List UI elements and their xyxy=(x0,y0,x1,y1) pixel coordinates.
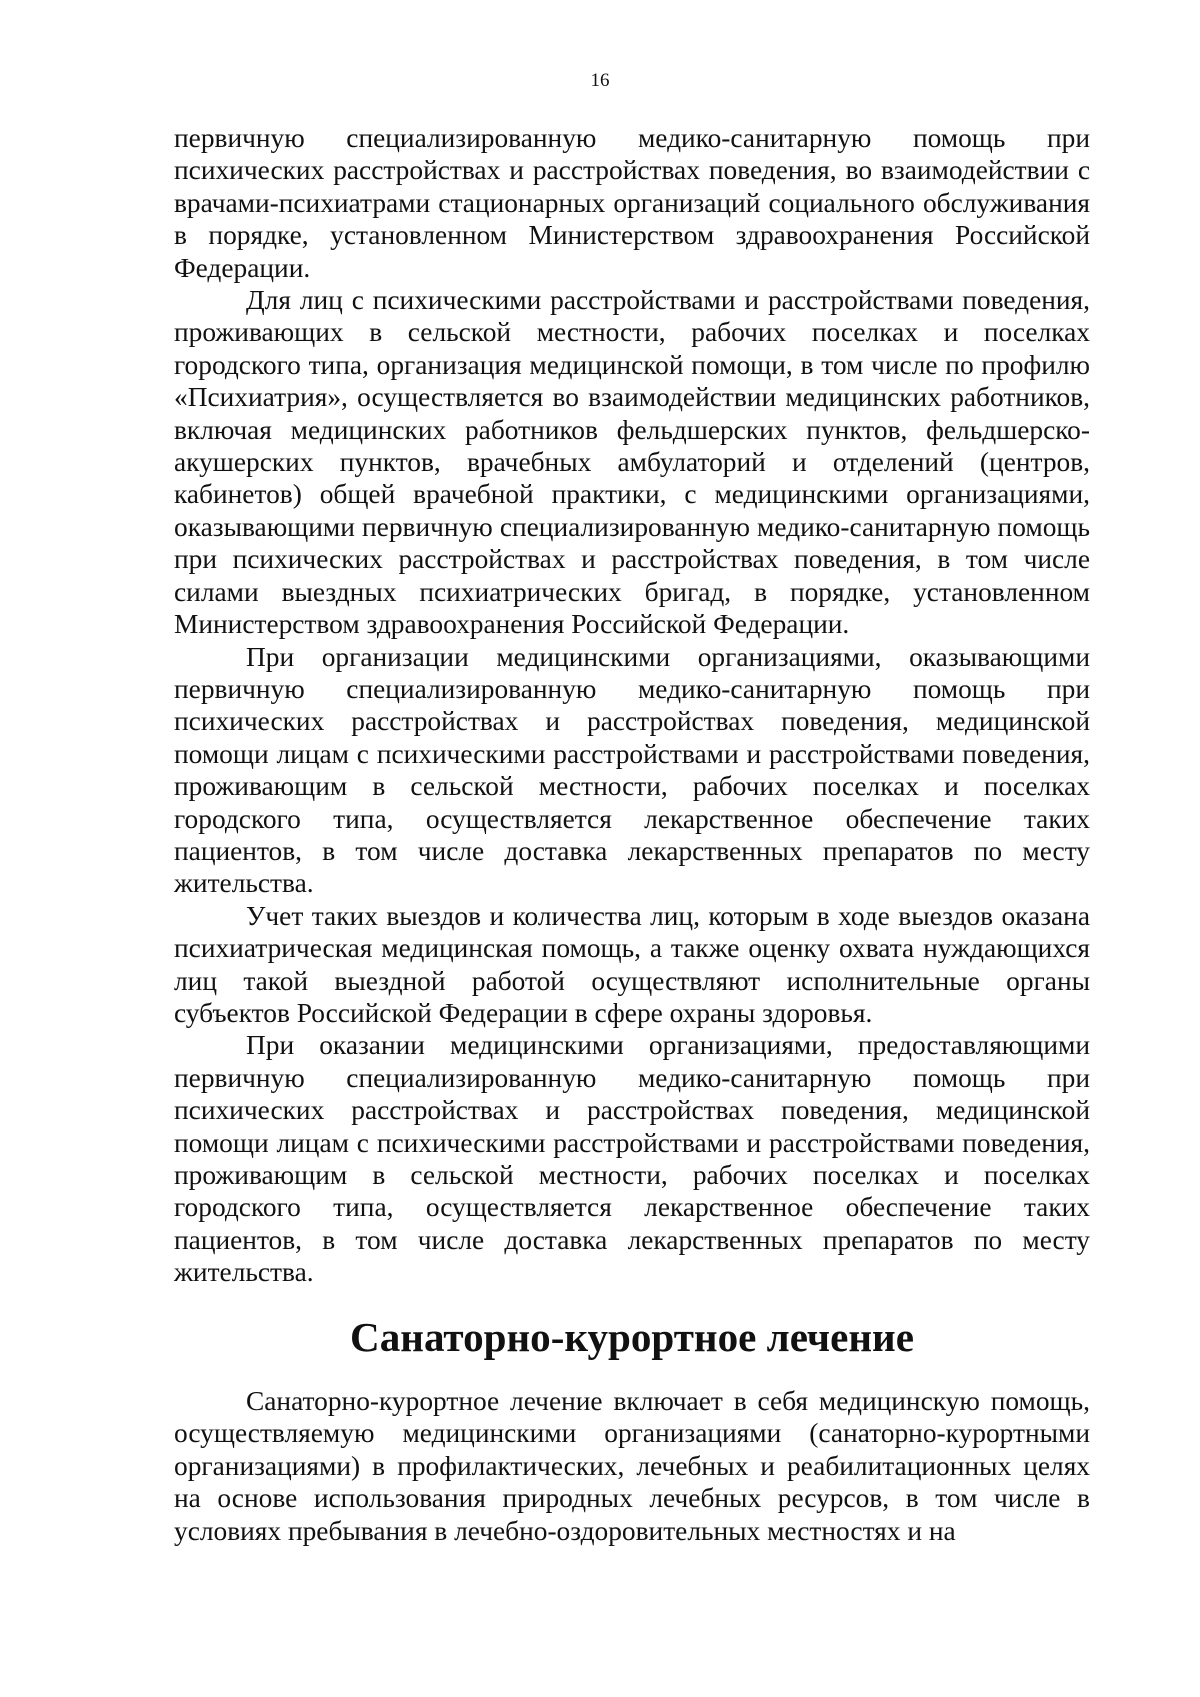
page-number: 16 xyxy=(590,70,610,91)
paragraph-3: При организации медицинскими организациями, оказывающими первичную специализированную медико-санитарную помощь при психических расстройствах и расстройствах поведения, медицинской помощи лицам с психическими расстройствами и расстройствами поведения, проживающим в сельской местности, рабочих поселках и поселках городского типа, осуществляется лекарственное обеспечение таких пациентов, в том числе доставка лекарственных препаратов по месту жительства. xyxy=(174,641,1090,899)
paragraph-1: первичную специализированную медико-санитарную помощь при психических расстройствах и расстройствах поведения, во взаимодействии с врачами-психиатрами стационарных организаций социального обслуживания в порядке, установленном Министерством здравоохранения Российской Федерации. xyxy=(174,123,1090,283)
paragraph-2: Для лиц с психическими расстройствами и расстройствами поведения, проживающих в сельской местности, рабочих поселках и поселках городского типа, организация медицинской помощи, в том числе по профилю «Психиатрия», осуществляется во взаимодействии медицинских работников, включая медицинских работников фельдшерских пунктов, фельдшерско-акушерских пунктов, врачебных амбулаторий и отделений (центров, кабинетов) общей врачебной практики, с медицинскими организациями, оказывающими первичную специализированную медико-санитарную помощь при психических расстройствах и расстройствах поведения, в том числе силами выездных психиатрических бригад, в порядке, установленном Министерством здравоохранения Российской Федерации. xyxy=(174,285,1090,640)
document-body xyxy=(174,122,1090,1547)
paragraph-4: Учет таких выездов и количества лиц, которым в ходе выездов оказана психиатрическая медицинская помощь, а также оценку охвата нуждающихся лиц такой выездной работой осуществляют исполнительные органы субъектов Российской Федерации в сфере охраны здоровья. xyxy=(174,900,1090,1028)
paragraph-5: При оказании медицинскими организациями, предоставляющими первичную специализированную медико-санитарную помощь при психических расстройствах и расстройствах поведения, медицинской помощи лицам с психическими расстройствами и расстройствами поведения, проживающим в сельской местности, рабочих поселках и поселках городского типа, осуществляется лекарственное обеспечение таких пациентов, в том числе доставка лекарственных препаратов по месту жительства. xyxy=(174,1030,1090,1288)
section-paragraph-1: Санаторно-курортное лечение включает в себя медицинскую помощь, осуществляемую медицинскими организациями (санаторно-курортными организациями) в профилактических, лечебных и реабилитационных целях на основе использования природных лечебных ресурсов, в том числе в условиях пребывания в лечебно-оздоровительных местностях и на xyxy=(174,1386,1090,1546)
section-heading: Санаторно-курортное лечение xyxy=(350,1313,914,1360)
